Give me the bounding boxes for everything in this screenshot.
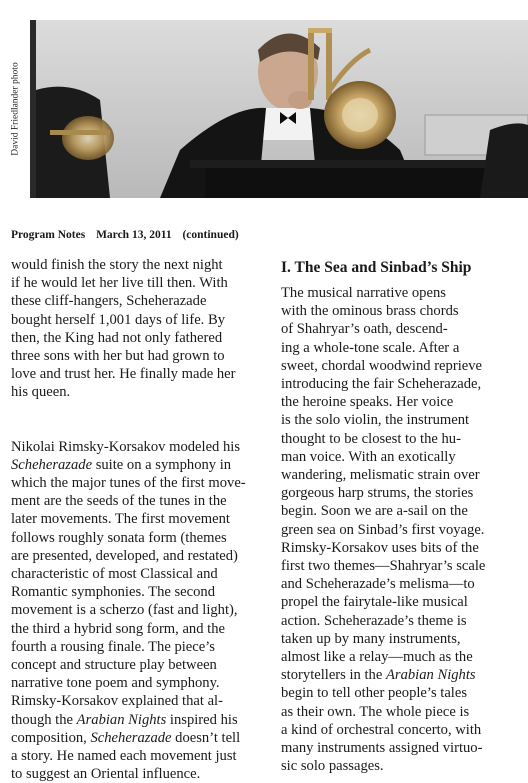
text-line: begin. Soon we are a-sail on the — [281, 503, 468, 520]
text-line — [11, 456, 267, 474]
text-fragment: composition, — [11, 729, 91, 746]
left-column — [11, 256, 267, 783]
header-date: March 13, 2011 — [96, 229, 172, 241]
text-line: three sons with her but had grown to — [11, 348, 225, 365]
text-fragment: suite on a symphony in — [92, 456, 232, 473]
text-line: man voice. With an exotically — [281, 448, 456, 465]
text-line: many instruments assigned virtuo- — [281, 740, 483, 757]
text-line: Rimsky-Korsakov explained that al- — [11, 693, 223, 710]
text-line: The musical narrative opens — [281, 285, 446, 301]
paragraph-spacer — [11, 402, 267, 438]
paragraph-story-end — [11, 256, 267, 402]
text-line: fourth a rousing finale. The piece’s — [11, 638, 215, 655]
text-line: the third a hybrid song form, and the — [11, 620, 225, 637]
text-line: taken up by many instruments, — [281, 630, 461, 647]
header-label: Program Notes — [11, 229, 86, 241]
text-line: Rimsky-Korsakov uses bits of the — [281, 539, 479, 556]
title-scheherazade: Scheherazade — [11, 456, 93, 473]
text-line: then, the King had not only fathered — [11, 329, 223, 346]
text-line: these cliff-hangers, Scheherazade — [11, 293, 207, 310]
text-line: ment are the seeds of the tunes in the — [11, 493, 227, 510]
text-line: and Scheherazade’s melisma—to — [281, 576, 475, 593]
text-line: sweet, chordal woodwind reprieve — [281, 357, 482, 374]
text-line: characteristic of most Classical and — [11, 566, 218, 583]
photo-credit — [6, 20, 26, 198]
text-line: Romantic symphonies. The second — [11, 584, 216, 601]
text-line — [281, 666, 523, 684]
text-line: to suggest an Oriental influence. — [11, 766, 201, 783]
text-line: first two themes—Shahryar’s scale — [281, 558, 486, 575]
title-arabian-nights: Arabian Nights — [76, 711, 167, 728]
running-header — [11, 229, 247, 241]
text-line: a kind of orchestral concerto, with — [281, 721, 482, 738]
text-line — [11, 729, 267, 747]
text-line: movement is a scherzo (fast and light), — [11, 602, 238, 619]
text-line: of Shahryar’s oath, descend- — [281, 321, 448, 338]
text-fragment: inspired his — [166, 711, 238, 728]
trombone-player-illustration — [30, 20, 528, 198]
paragraph-structure — [11, 438, 267, 783]
text-line: the heroine speaks. Her voice — [281, 394, 454, 411]
title-scheherazade: Scheherazade — [90, 729, 172, 746]
text-line: a story. He named each movement just — [11, 748, 237, 765]
text-line: his queen. — [11, 384, 71, 401]
text-line: bought herself 1,001 days of life. By — [11, 311, 226, 328]
text-line: propel the fairytale-like musical — [281, 594, 468, 611]
header-continued: (continued) — [182, 229, 239, 241]
text-fragment: doesn’t tell — [171, 729, 241, 746]
text-line: gorgeous harp strums, the stories — [281, 485, 474, 502]
text-line: narrative tone poem and symphony. — [11, 675, 220, 692]
text-line: sic solo passages. — [281, 758, 384, 775]
text-line: action. Scheherazade’s theme is — [281, 612, 467, 629]
text-line: begin to tell other people’s tales — [281, 685, 468, 702]
photo-credit-text: David Friedlander photo — [11, 62, 21, 156]
title-arabian-nights: Arabian Nights — [385, 667, 476, 684]
text-line: if he would let her live till then. With — [11, 275, 228, 292]
orchestra-photo — [30, 20, 528, 198]
text-line: later movements. The first movement — [11, 511, 230, 528]
text-line: love and trust her. He finally made her — [11, 366, 236, 383]
text-line: would finish the story the next night — [11, 257, 223, 273]
text-line: green sea on Sinbad’s first voyage. — [281, 521, 485, 538]
paragraph-movement-one — [281, 284, 523, 775]
text-line: almost like a relay—much as the — [281, 649, 473, 666]
text-line: are presented, developed, and restated) — [11, 547, 238, 564]
text-line: which the major tunes of the first move- — [11, 475, 246, 492]
text-line: thought to be closest to the hu- — [281, 430, 461, 447]
text-fragment: storytellers in the — [281, 667, 386, 684]
text-line: wandering, melismatic strain over — [281, 467, 480, 484]
text-line: concept and structure play between — [11, 657, 217, 674]
right-column — [281, 258, 523, 775]
text-line: Nikolai Rimsky-Korsakov modeled his — [11, 438, 241, 455]
text-line: follows roughly sonata form (themes — [11, 529, 227, 546]
text-line: introducing the fair Scheherazade, — [281, 376, 482, 393]
text-line — [11, 711, 267, 729]
text-line: with the ominous brass chords — [281, 303, 459, 320]
text-line: is the solo violin, the instrument — [281, 412, 470, 429]
section-heading: I. The Sea and Sinbad’s Ship — [281, 259, 472, 276]
text-line: as their own. The whole piece is — [281, 703, 470, 720]
text-fragment: though the — [11, 711, 77, 728]
text-line: ing a whole-tone scale. After a — [281, 339, 460, 356]
